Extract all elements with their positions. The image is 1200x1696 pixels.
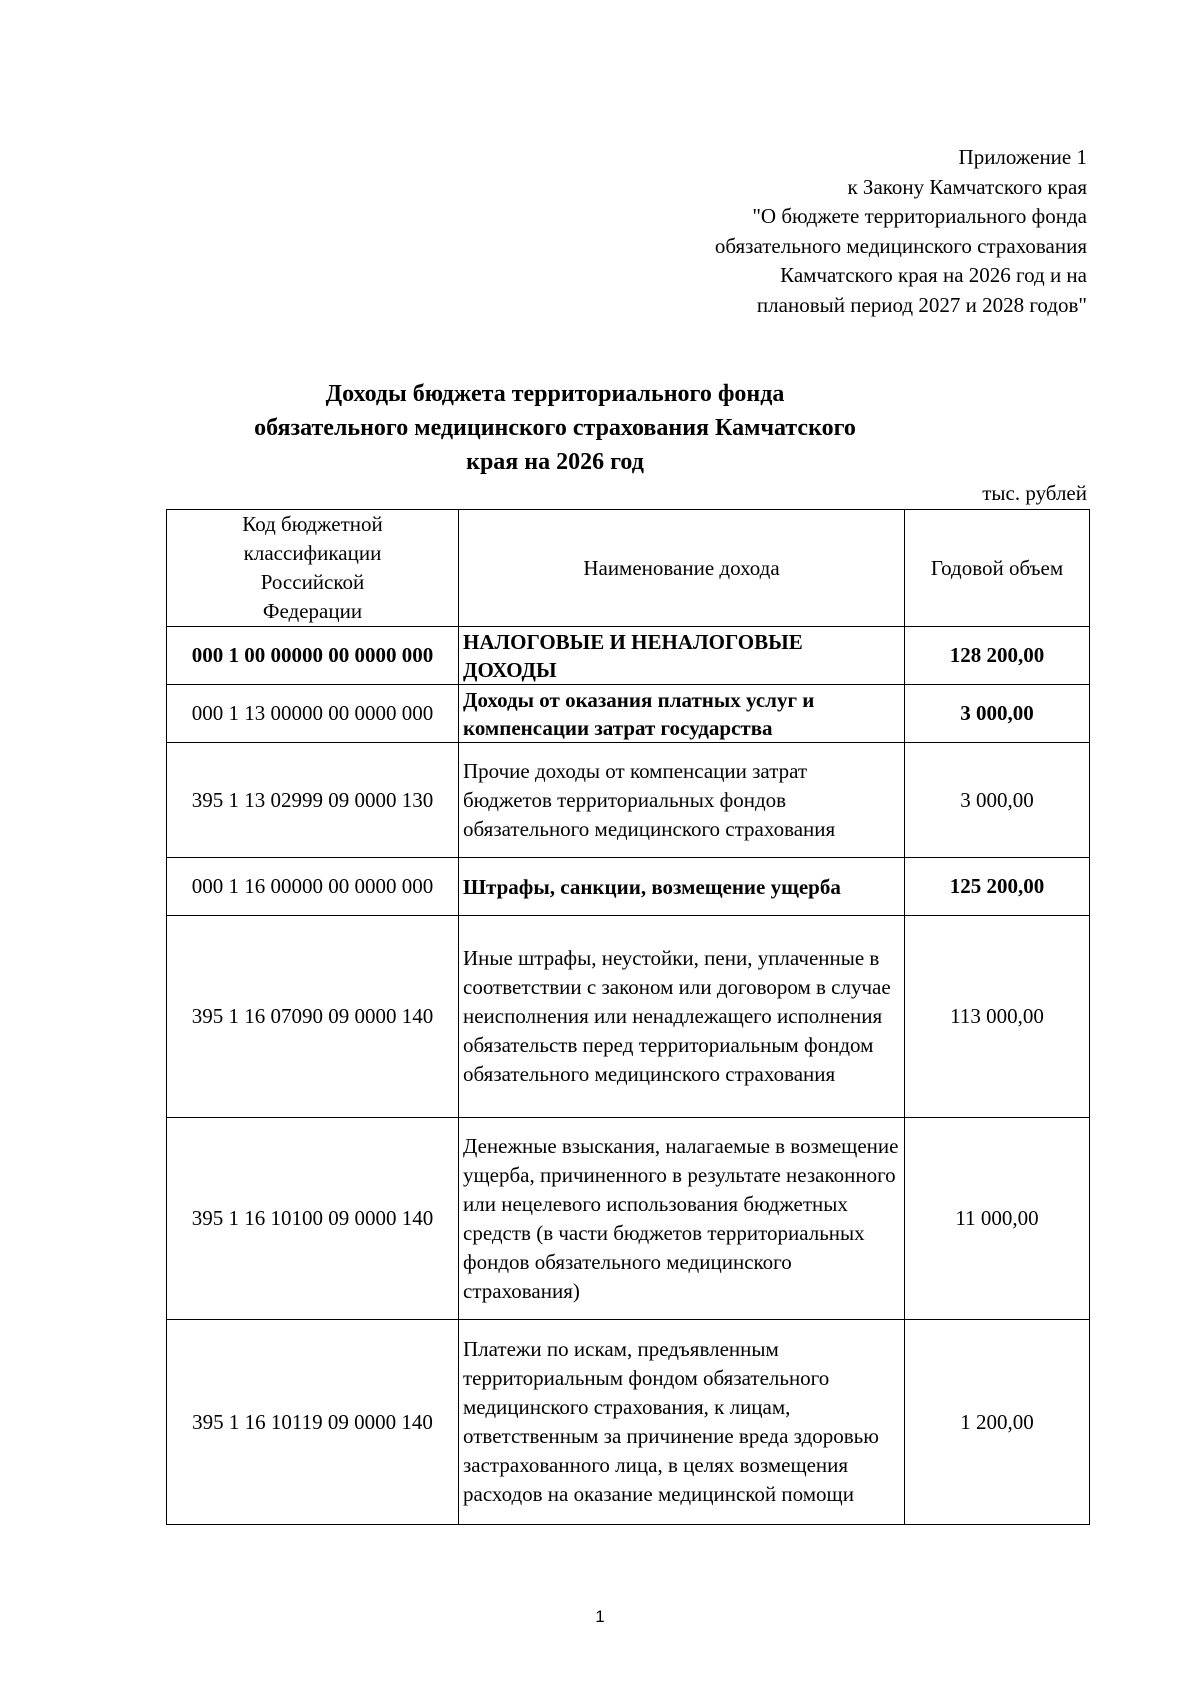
row-name: Иные штрафы, неустойки, пени, уплаченные в соответствии с законом или договором в случае неисполнения или ненадлежащего исполнения обязательств перед территориальным фондом обязательного медицинского страхования [459, 916, 905, 1118]
row-code: 395 1 16 10119 09 0000 140 [167, 1320, 459, 1525]
table-row [167, 627, 1090, 685]
row-code: 395 1 16 10100 09 0000 140 [167, 1118, 459, 1320]
row-sum: 1 200,00 [905, 1320, 1090, 1525]
row-code: 395 1 13 02999 09 0000 130 [167, 743, 459, 858]
row-name: Прочие доходы от компенсации затрат бюджетов территориальных фондов обязательного медицинского страхования [459, 743, 905, 858]
page-number: 1 [595, 1607, 605, 1626]
header-code: Код бюджетной классификации Российской Федерации [167, 510, 459, 627]
row-sum: 128 200,00 [905, 627, 1090, 685]
appendix-line: Приложение 1 [958, 145, 1087, 169]
table-row [167, 743, 1090, 858]
table-row [167, 1320, 1090, 1525]
header-name: Наименование дохода [459, 510, 905, 627]
row-name: НАЛОГОВЫЕ И НЕНАЛОГОВЫЕ ДОХОДЫ [459, 627, 905, 685]
appendix-line: "О бюджете территориального фонда [752, 204, 1087, 228]
row-name: Платежи по искам, предъявленным территориальным фондом обязательного медицинского страхования, к лицам, ответственным за причинение вреда здоровью застрахованного лица, в целях возмещения расходов на оказание медицинской помощи [459, 1320, 905, 1525]
table-row [167, 1118, 1090, 1320]
row-sum: 125 200,00 [905, 858, 1090, 916]
appendix-line: Камчатского края на 2026 год и на [780, 263, 1087, 287]
row-code: 000 1 00 00000 00 0000 000 [167, 627, 459, 685]
table-row [167, 858, 1090, 916]
row-code: 000 1 13 00000 00 0000 000 [167, 685, 459, 743]
units-label: тыс. рублей [982, 481, 1087, 505]
header-sum: Годовой объем [905, 510, 1090, 627]
row-sum: 113 000,00 [905, 916, 1090, 1118]
row-sum: 3 000,00 [905, 743, 1090, 858]
table-row [167, 685, 1090, 743]
row-name: Денежные взыскания, налагаемые в возмещение ущерба, причиненного в результате незаконного или нецелевого использования бюджетных средств (в части бюджетов территориальных фондов обязательного медицинского страхования) [459, 1118, 905, 1320]
income-table [166, 509, 1090, 1525]
table-row [167, 916, 1090, 1118]
row-sum: 3 000,00 [905, 685, 1090, 743]
table-header-row [167, 510, 1090, 627]
row-name: Доходы от оказания платных услуг и компенсации затрат государства [459, 685, 905, 743]
appendix-line: обязательного медицинского страхования [714, 233, 1087, 258]
row-name: Штрафы, санкции, возмещение ущерба [459, 858, 905, 916]
document-title: Доходы бюджета территориального фонда обязательного медицинского страхования Камчатского края на 2026 год [254, 381, 856, 475]
appendix-header [527, 143, 1087, 320]
row-sum: 11 000,00 [905, 1118, 1090, 1320]
appendix-line: к Закону Камчатского края [847, 174, 1087, 199]
appendix-line: плановый период 2027 и 2028 годов" [756, 292, 1087, 317]
row-code: 395 1 16 07090 09 0000 140 [167, 916, 459, 1118]
row-code: 000 1 16 00000 00 0000 000 [167, 858, 459, 916]
